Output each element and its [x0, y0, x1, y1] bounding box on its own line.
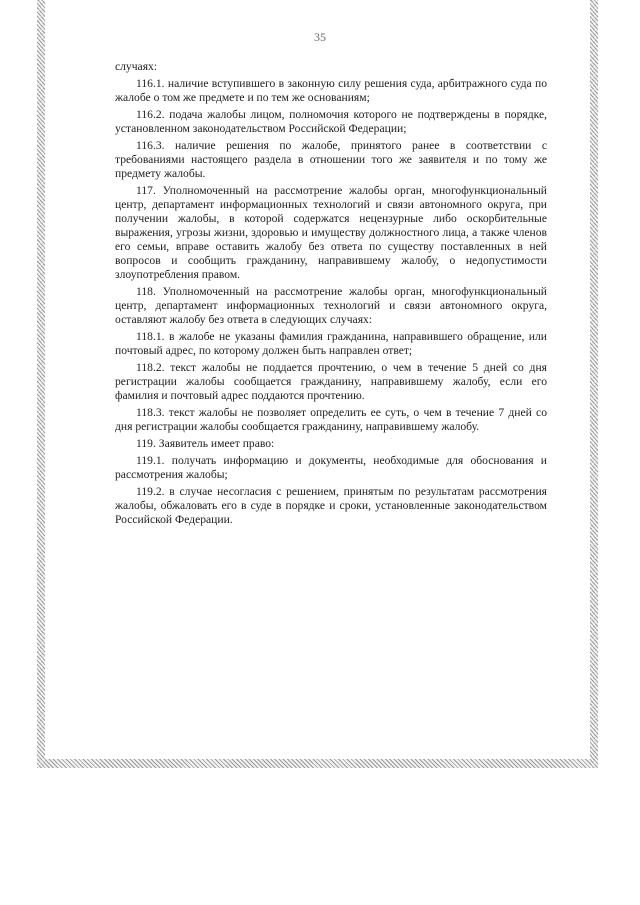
paragraph: 119. Заявитель имеет право:	[136, 437, 275, 450]
paragraph: 119.1. получать информацию и документы, необходимые для обоснования и рассмотрения жалобы;	[115, 454, 547, 481]
paragraph: случаях:	[115, 60, 158, 73]
paragraph: 116.2. подача жалобы лицом, полномочия которого не подтверждены в порядке, установленном законодательством Российской Федерации;	[115, 108, 547, 135]
paragraph: 118.1. в жалобе не указаны фамилия гражданина, направившего обращение, или почтовый адрес, по которому должен быть направлен ответ;	[115, 330, 547, 357]
paragraph: 119.2. в случае несогласия с решением, принятым по результатам рассмотрения жалобы, обжаловать его в суде в порядке и сроки, установленные законодательством Российской Федерации.	[115, 485, 547, 526]
paragraph: 116.1. наличие вступившего в законную силу решения суда, арбитражного суда по жалобе о том же предмете и по тем же основаниям;	[115, 77, 547, 104]
paragraph: 117. Уполномоченный на рассмотрение жалобы орган, многофункциональный центр, департамент информационных технологий и связи автономного округа, при получении жалобы, в которой содержатся нецензурные либо оскорбительные выражения, угрозы жизни, здоровью и имуществу должностного лица, а также членов его семьи, вправе оставить жалобу без ответа по существу поставленных в ней вопросов и сообщить гражданину, направившему жалобу, о недопустимости злоупотребления правом.	[115, 184, 547, 281]
paragraph: 118. Уполномоченный на рассмотрение жалобы орган, многофункциональный центр, департамент информационных технологий и связи автономного округа, оставляют жалобу без ответа в следующих случаях:	[115, 285, 547, 326]
paragraph: 118.2. текст жалобы не поддается прочтению, о чем в течение 5 дней со дня регистрации жалобы сообщается гражданину, направившему жалобу, если его фамилия и почтовый адрес поддаются прочтению.	[115, 361, 547, 402]
page-number: 35	[314, 30, 326, 44]
paragraph: 116.3. наличие решения по жалобе, принятого ранее в соответствии с требованиями настоящего раздела в отношении того же заявителя и по тому же предмету жалобы.	[115, 139, 547, 180]
paragraph: 118.3. текст жалобы не позволяет определить ее суть, о чем в течение 7 дней со дня регистрации жалобы сообщается гражданину, направившему жалобу.	[115, 406, 547, 433]
document-body	[115, 60, 547, 530]
